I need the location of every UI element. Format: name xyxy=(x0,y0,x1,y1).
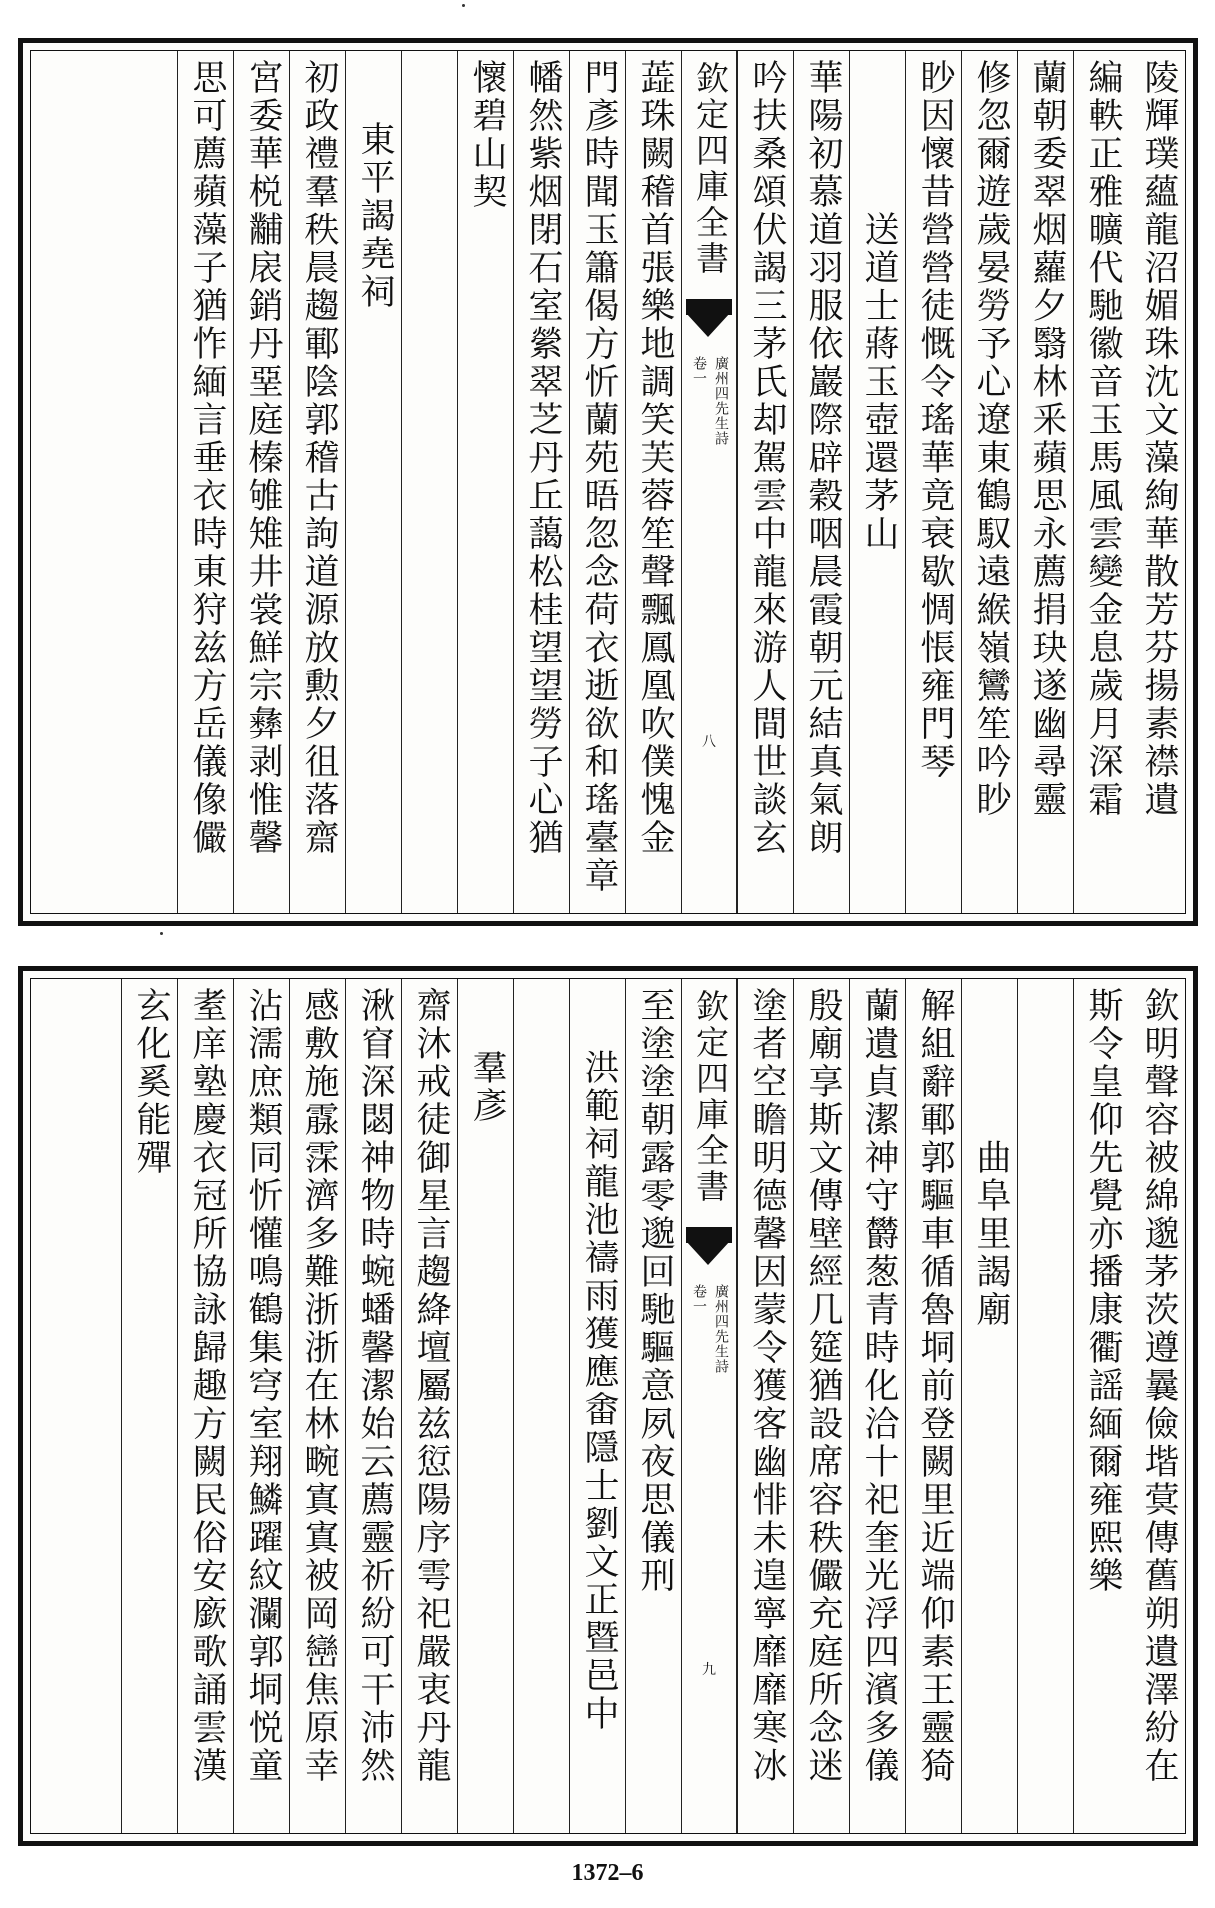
scan-speck xyxy=(462,4,465,7)
text-column: 幡然紫烟閉石室縈翠芝丹丘藹松桂望望勞子心猶 xyxy=(513,51,569,913)
banxin-volume: 卷一 xyxy=(691,1284,707,1314)
text-column: 初政禮羣秩晨趨鄆陰郭稽古訽道源放勲夕徂落齋 xyxy=(289,51,345,913)
text-column: 沾濡庶類同忻懽鳴鶴集穹室翔鱗躍紋瀾郭垌悦童 xyxy=(233,979,289,1833)
text-column: 至塗塗朝露零邈回馳驅意夙夜思儀刑 xyxy=(625,979,681,1833)
page-footer-number: 1372–6 xyxy=(571,1860,644,1886)
text-column: 送道士蔣玉壺還茅山 xyxy=(849,51,905,913)
text-column: 斯令皇仰先覺亦播康衢謡緬爾雍熙樂 xyxy=(1073,979,1129,1833)
banxin-book-name: 廣州四先生詩 xyxy=(713,1284,729,1374)
text-column: 殷廟享斯文傳壁經几筵猶設席容秩儼充庭所念迷 xyxy=(793,979,849,1833)
text-column: 懷碧山契 xyxy=(457,51,513,913)
text-column: 湫窅深閟神物時蜿蟠馨潔始云薦靈祈紛可干沛然 xyxy=(345,979,401,1833)
text-column xyxy=(513,979,569,1833)
banxin-volume: 卷一 xyxy=(691,356,707,386)
scan-speck xyxy=(160,932,163,935)
text-column: 塗者空瞻明德馨因蒙令獲客幽悱未遑寧靡靡寒冰 xyxy=(737,979,793,1833)
text-column: 耊庠塾慶衣冠所協詠歸趣方闕民俗安廞歌誦雲漢 xyxy=(177,979,233,1833)
text-column: 陵輝璞蘊龍沼媚珠沈文藻絢華散芳芬揚素襟遺 xyxy=(1139,59,1179,819)
text-column: 華陽初慕道羽服依巖際辟穀咽晨霞朝元結真氣朗 xyxy=(793,51,849,913)
banxin-subtitle xyxy=(682,1284,736,1544)
banxin-title: 欽定四庫全書 xyxy=(691,989,730,1205)
fishtail-mark xyxy=(686,1227,732,1271)
banxin-margin-column xyxy=(681,979,737,1833)
text-column: 宮委華棁黼扆銷丹堊庭榛雊雉井裳鮮宗彝剥惟馨 xyxy=(233,51,289,913)
text-column: 蕋珠闕稽首張樂地調笑芙蓉笙聲飄鳳凰吹僕愧金 xyxy=(625,51,681,913)
text-column: 欽明聲容被綿邈茅茨遵曩儉堦蓂傳舊朔遺澤紛在 xyxy=(1139,987,1179,1785)
bottom-text-area xyxy=(30,978,1186,1834)
text-column xyxy=(401,51,457,913)
text-column: 解組辭鄆郭驅車循魯垌前登闕里近端仰素王靈猗 xyxy=(905,979,961,1833)
text-column: 羣彥 xyxy=(457,979,513,1833)
fishtail-mark xyxy=(686,299,732,343)
banxin-margin-column xyxy=(681,51,737,913)
text-column: 蘭遺貞潔神守欝葱青時化洽十祀奎光浮四濱多儀 xyxy=(849,979,905,1833)
text-column: 門彥時聞玉簫偈方忻蘭苑晤忽念荷衣逝欲和瑤臺章 xyxy=(569,51,625,913)
banxin-page-number: 八 xyxy=(702,734,716,750)
text-column: 吟扶桑頌伏謁三茅氏却駕雲中龍來游人間世談玄 xyxy=(737,51,793,913)
banxin-page-number: 九 xyxy=(702,1662,716,1678)
top-text-area xyxy=(30,50,1186,914)
text-column: 東平謁堯祠 xyxy=(345,51,401,913)
text-column: 編軼正雅曠代馳徽音玉馬風雲變金息歲月深霜 xyxy=(1073,51,1129,913)
text-column: 玄化奚能殫 xyxy=(121,979,177,1833)
text-column: 修忽爾遊歲晏勞予心遼東鶴馭遠緱嶺鸞笙吟眇 xyxy=(961,51,1017,913)
bottom-page xyxy=(18,966,1198,1846)
text-column xyxy=(1017,979,1073,1833)
top-page xyxy=(18,38,1198,926)
text-column: 曲阜里謁廟 xyxy=(961,979,1017,1833)
text-column: 眇因懷昔營營徒慨令瑤華竟衰歇惆悵雍門琴 xyxy=(905,51,961,913)
banxin-subtitle xyxy=(682,356,736,616)
text-column: 洪範祠龍池禱雨獲應畬隱士劉文正暨邑中 xyxy=(569,979,625,1833)
banxin-book-name: 廣州四先生詩 xyxy=(713,356,729,446)
text-column: 思可薦蘋藻子猶怍緬言垂衣時東狩兹方岳儀像儼 xyxy=(177,51,233,913)
text-column: 蘭朝委翠烟蘿夕翳林釆蘋思永薦捐玦遂幽尋靈 xyxy=(1017,51,1073,913)
text-column: 感敷施霡霂濟多難浙浙在林畹寘寘被岡巒焦原幸 xyxy=(289,979,345,1833)
banxin-title: 欽定四庫全書 xyxy=(691,61,730,277)
text-column: 齋沐戒徒御星言趨絳壇屬兹愆陽序雩祀嚴衷丹龍 xyxy=(401,979,457,1833)
